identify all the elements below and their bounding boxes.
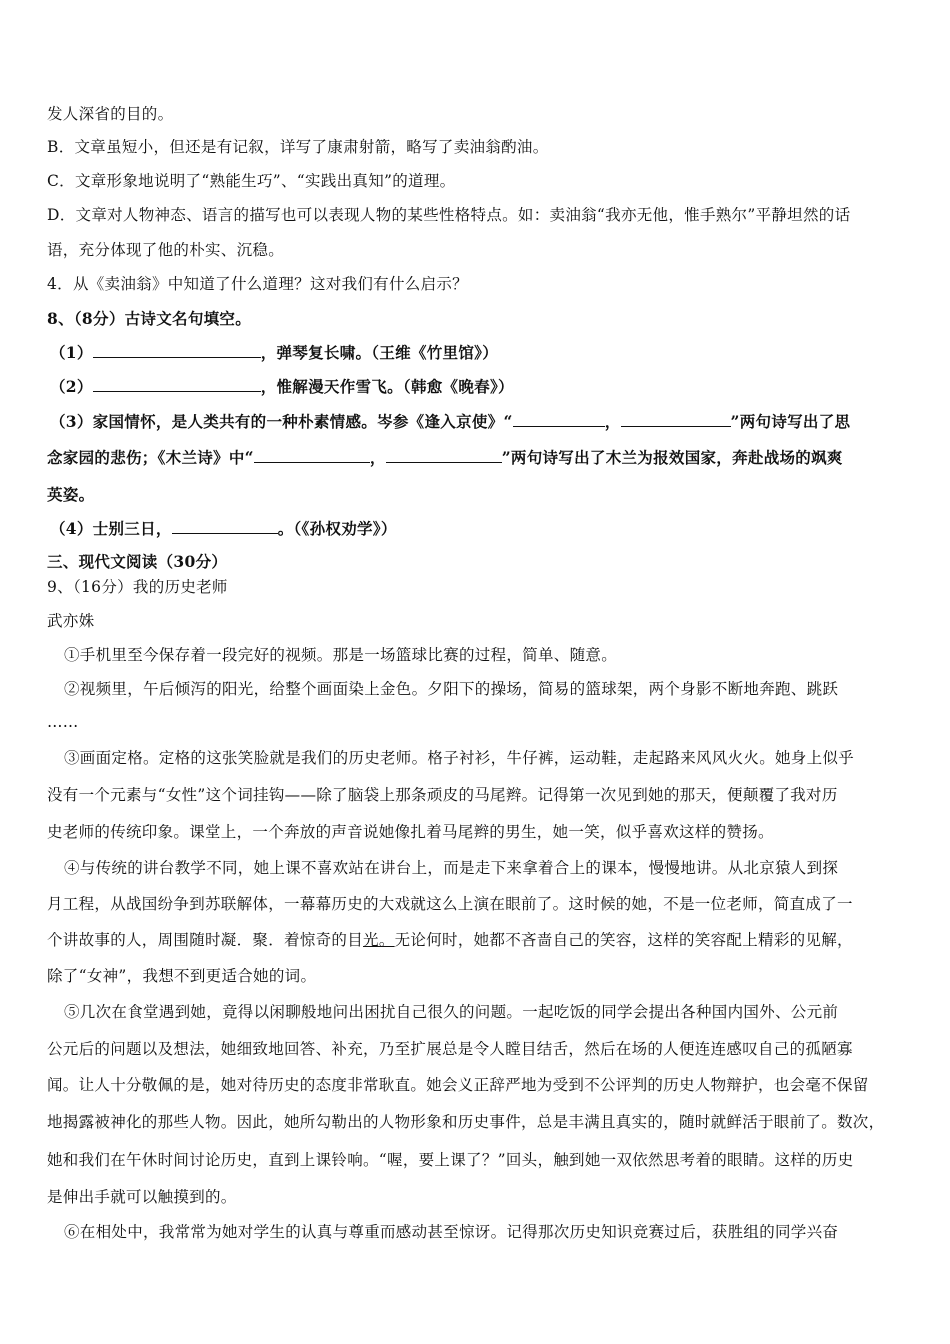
text-line: 语，充分体现了他的朴实、沉稳。 xyxy=(47,241,285,259)
answer-blank[interactable] xyxy=(621,412,731,427)
answer-blank[interactable] xyxy=(93,343,261,358)
paragraph-5: ⑤几次在食堂遇到她，竟得以闲聊般地问出困扰自己很久的问题。一起吃饭的同学会提出各种国内国外、公元前 xyxy=(64,1003,839,1021)
paragraph-4-cont: 除了“女神”，我想不到更适合她的词。 xyxy=(47,967,317,985)
question-9-title: 9、（16分）我的历史老师 xyxy=(47,578,228,596)
text-line: 发人深省的目的。 xyxy=(47,105,174,123)
question-8-title: 8、（8分）古诗文名句填空。 xyxy=(47,309,252,328)
paragraph-3-cont: 没有一个元素与“女性”这个词挂钩——除了脑袋上那条顽皮的马尾辫。记得第一次见到她的那天，便颠覆了我对历 xyxy=(47,786,838,804)
answer-blank[interactable] xyxy=(254,448,370,463)
comma: ， xyxy=(604,412,621,431)
option-c: C．文章形象地说明了“熟能生巧”、“实践出真知”的道理。 xyxy=(47,172,456,190)
paragraph-4-cont xyxy=(47,930,853,950)
q8-item-4-text: 。（《孙权劝学》） xyxy=(277,519,397,538)
paragraph-5-cont: 公元后的问题以及想法，她细致地回答、补充，乃至扩展总是令人瞠目结舌，然后在场的人便连连感叹自己的孤陋寡 xyxy=(47,1040,853,1058)
paragraph-2: ②视频里，午后倾泻的阳光，给整个画面染上金色。夕阳下的操场，简易的篮球架，两个身影不断地奔跑、跳跃 xyxy=(64,680,839,698)
option-b: B．文章虽短小，但还是有记叙，详写了康肃射箭，略写了卖油翁酌油。 xyxy=(47,138,549,156)
q8-item-3-text: ”两句诗写出了思 xyxy=(730,412,851,431)
answer-blank[interactable] xyxy=(513,412,605,427)
paragraph-3: ③画面定格。定格的这张笑脸就是我们的历史老师。格子衬衫，牛仔裤，运动鞋，走起路来风风火火。她身上似乎 xyxy=(64,749,855,767)
comma: ， xyxy=(369,448,386,467)
q8-item-2-text: ，惟解漫天作雪飞。（韩愈《晚春》） xyxy=(260,377,514,396)
paragraph-text: 无论何时，她都不吝啬自己的笑容，这样的笑容配上精彩的见解， xyxy=(394,931,853,949)
q8-item-3-text: ”两句诗写出了木兰为报效国家，奔赴战场的飒爽 xyxy=(501,448,843,467)
paragraph-5-cont: 她和我们在午休时间讨论历史，直到上课铃响。“喔，要上课了？”回头，触到她一双依然思考着的眼睛。这样的历史 xyxy=(47,1151,854,1169)
paragraph-5-cont: 是伸出手就可以触摸到的。 xyxy=(47,1188,237,1206)
article-author: 武亦姝 xyxy=(47,612,95,630)
paragraph-text: 个讲故事的人，周围随时凝．聚．着惊奇的目 xyxy=(47,931,364,949)
answer-blank[interactable] xyxy=(386,448,502,463)
paragraph-2-cont: …… xyxy=(47,713,79,731)
paragraph-1: ①手机里至今保存着一段完好的视频。那是一场篮球比赛的过程，简单、随意。 xyxy=(64,646,618,664)
paragraph-3-cont: 史老师的传统印象。课堂上，一个奔放的声音说她像扎着马尾辫的男生，她一笑，似乎喜欢这样的赞扬。 xyxy=(47,823,774,841)
q8-item-1 xyxy=(50,343,498,363)
q8-item-4-text: （4）士别三日， xyxy=(50,519,172,538)
q8-item-1-number: （1） xyxy=(50,343,93,362)
option-d: D．文章对人物神态、语言的描写也可以表现人物的某些性格特点。如：卖油翁“我亦无他，惟手熟尔”平静坦然的话 xyxy=(47,206,851,224)
answer-blank[interactable] xyxy=(93,377,261,392)
q8-item-3-text: （3）家国情怀，是人类共有的一种朴素情感。岑参《逢入京使》“ xyxy=(50,412,513,431)
q8-item-1-text: ，弹琴复长啸。（王维《竹里馆》） xyxy=(260,343,498,362)
q8-item-3-line1 xyxy=(50,412,850,432)
paragraph-5-cont: 闻。让人十分敬佩的是，她对待历史的态度非常耿直。她会义正辞严地为受到不公评判的历史人物辩护，也会毫不保留 xyxy=(47,1076,869,1094)
q8-item-4 xyxy=(50,519,397,539)
underlined-text: 光。 xyxy=(363,931,395,949)
section-3-title: 三、现代文阅读（30分） xyxy=(47,552,228,571)
paragraph-4: ④与传统的讲台教学不同，她上课不喜欢站在讲台上，而是走下来拿着合上的课本，慢慢地讲。从北京猿人到探 xyxy=(64,859,839,877)
q8-item-2 xyxy=(50,377,514,397)
paragraph-4-cont: 月工程，从战国纷争到苏联解体，一幕幕历史的大戏就这么上演在眼前了。这时候的她，不是一位老师，简直成了一 xyxy=(47,895,853,913)
answer-blank[interactable] xyxy=(172,519,278,534)
q8-item-3-line3: 英姿。 xyxy=(47,485,95,504)
paragraph-6: ⑥在相处中，我常常为她对学生的认真与尊重而感动甚至惊讶。记得那次历史知识竞赛过后，获胜组的同学兴奋 xyxy=(64,1223,839,1241)
q8-item-3-line2 xyxy=(47,448,843,468)
q8-item-3-text: 念家园的悲伤；《木兰诗》中“ xyxy=(47,448,254,467)
question-4: 4．从《卖油翁》中知道了什么道理？这对我们有什么启示？ xyxy=(47,275,468,293)
paragraph-5-cont: 地揭露被神化的那些人物。因此，她所勾勒出的人物形象和历史事件，总是丰满且真实的，随时就鲜活于眼前了。数次， xyxy=(47,1113,885,1131)
q8-item-2-number: （2） xyxy=(50,377,93,396)
